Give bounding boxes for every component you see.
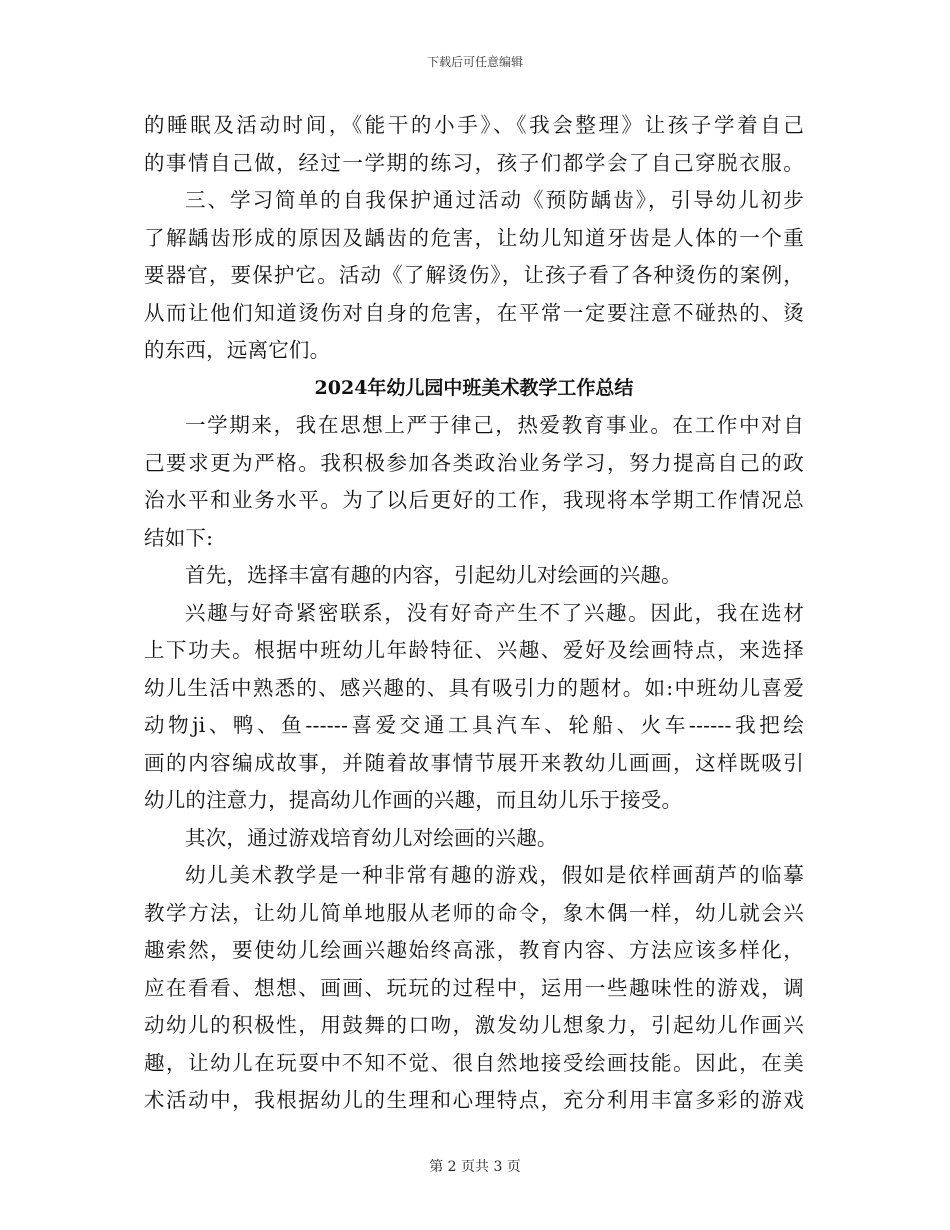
page-footer: 第 2 页共 3 页 [429, 1159, 521, 1175]
body-line: 趣索然，要使幼儿绘画兴趣始终高涨，教育内容、方法应该多样化， [144, 938, 804, 962]
subheading-line: 首先，选择丰富有趣的内容，引起幼儿对绘画的兴趣。 [185, 563, 682, 587]
body-line: 上下功夫。根据中班幼儿年龄特征、兴趣、爱好及绘画特点，来选择 [144, 638, 804, 662]
paragraph-end-line: 结如下: [144, 525, 214, 550]
page-header: 下载后可任意编辑 [426, 55, 523, 69]
body-line: 的睡眠及活动时间，《能干的小手》、《我会整理》让孩子学着自己 [144, 113, 804, 137]
body-line: 从而让他们知道烫伤对自身的危害，在平常一定要注意不碰热的、烫 [144, 300, 804, 325]
paragraph-start-line: 幼儿美术教学是一种非常有趣的游戏，假如是依样画葫芦的临摹 [185, 863, 804, 887]
paragraph-start-line: 三、学习简单的自我保护通过活动《预防龋齿》，引导幼儿初步 [185, 188, 804, 212]
paragraph-start-line: 兴趣与好奇紧密联系，没有好奇产生不了兴趣。因此，我在选材 [185, 600, 804, 625]
body-line: 幼儿生活中熟悉的、感兴趣的、具有吸引力的题材。如:中班幼儿喜爱 [144, 675, 804, 700]
document-body [144, 107, 804, 1120]
body-line: 动幼儿的积极性，用鼓舞的口吻，激发幼儿想象力，引起幼儿作画兴 [144, 1013, 804, 1037]
body-line: 动物ji、鸭、鱼------喜爱交通工具汽车、轮船、火车------我把绘 [144, 713, 804, 737]
body-line: 己要求更为严格。我积极参加各类政治业务学习，努力提高自己的政 [144, 450, 804, 475]
body-line: 教学方法，让幼儿简单地服从老师的命令，象木偶一样，幼儿就会兴 [144, 900, 804, 925]
paragraph-end-line: 幼儿的注意力，提高幼儿作画的兴趣，而且幼儿乐于接受。 [144, 788, 683, 812]
paragraph-end-line: 的东西，远离它们。 [144, 338, 331, 362]
paragraph-start-line: 一学期来，我在思想上严于律己，热爱教育事业。在工作中对自 [185, 413, 804, 437]
body-line: 趣，让幼儿在玩耍中不知不觉、很自然地接受绘画技能。因此，在美 [144, 1050, 804, 1075]
body-line: 的事情自己做，经过一学期的练习，孩子们都学会了自己穿脱衣服。 [144, 150, 804, 175]
body-line: 要器官，要保护它。活动《了解烫伤》，让孩子看了各种烫伤的案例， [144, 263, 804, 287]
subheading-line: 其次，通过游戏培育幼儿对绘画的兴趣。 [185, 825, 558, 850]
section-title: 2024年幼儿园中班美术教学工作总结 [314, 376, 634, 399]
body-line: 了解龋齿形成的原因及龋齿的危害，让幼儿知道牙齿是人体的一个重 [144, 225, 804, 250]
body-line: 画的内容编成故事，并随着故事情节展开来教幼儿画画，这样既吸引 [144, 750, 804, 775]
body-line: 术活动中，我根据幼儿的生理和心理特点，充分利用丰富多彩的游戏 [144, 1088, 804, 1112]
body-line: 治水平和业务水平。为了以后更好的工作，我现将本学期工作情况总 [144, 488, 804, 512]
body-line: 应在看看、想想、画画、玩玩的过程中，运用一些趣味性的游戏，调 [144, 975, 804, 1000]
